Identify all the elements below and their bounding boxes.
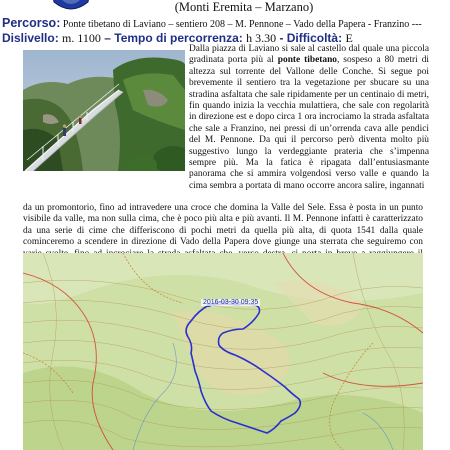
- description-text-c: da un promontorio, fino ad intravedere una croce che domina la Valle del Sele. Essa è posta in un punto visibile da valle, ma non sulla cima, che è poco più alta e più avanti. Il M. Pennone infatti è caratterizzato da una serie di cime che differiscono di pochi metri da quella più alta, di quota 1541 dalla quale cominceremo a scendere in direzione di Vado della Papera dove giunge una sterrata che seguiremo con: [23, 203, 423, 248]
- description-paragraph-top: [189, 44, 429, 192]
- elevation-label: Dislivello:: [2, 31, 59, 45]
- route-line: [2, 17, 448, 31]
- route-text: Ponte tibetano di Laviano – sentiero 208 – M. Pennone – Vado della Papera - Franzino ---: [62, 19, 422, 30]
- bridge-landscape-photo: [23, 50, 185, 171]
- description-text-a: Dalla piazza di Laviano si sale al castello dal quale una piccola gradinata porta più al: [189, 44, 429, 66]
- difficulty-value: E: [345, 31, 353, 45]
- route-label: Percorso:: [2, 17, 61, 30]
- ponte-tibetano-highlight: ponte tibetano: [277, 55, 337, 66]
- difficulty-label: - Difficoltà:: [279, 31, 343, 45]
- time-label: – Tempo di percorrenza:: [104, 31, 243, 45]
- elevation-value: m. 1100: [62, 31, 101, 45]
- stats-line: [2, 31, 448, 45]
- map-terrain: [23, 253, 423, 450]
- description-text-b: , sospeso a 80 metri di altezza sul torrente del Vallone delle Conche. Si segue poi brevemente il sentiero tra la vegetazione per sbucare su una stradina asfaltata che sale ripidamente per un centinaio di metri, fin quando inizia la vecchia mulattiera, che sale con regolarità in direzione est e dopo circa 1 ora incrociamo la strada asfaltata che sale a Franzino, nei pressi di un’orrenda cava alle pendici del M. Pennone. Da qui il percorso però diventa molto più suggestivo lungo la verdeggiante prateria che s’impenna sempre più. Ma la fatica è ripagata dall’entusiasmante panorama che si ammira volgendosi verso valle e quando la cima sembra a portata di mano occorre ancora salire, ingannati: [189, 55, 429, 191]
- page-subtitle: (Monti Eremita – Marzano): [174, 0, 314, 14]
- topographic-map: [23, 253, 423, 450]
- time-value: h 3.30: [246, 31, 277, 45]
- gps-timestamp-label: 2016-03-30 09:35: [203, 299, 259, 306]
